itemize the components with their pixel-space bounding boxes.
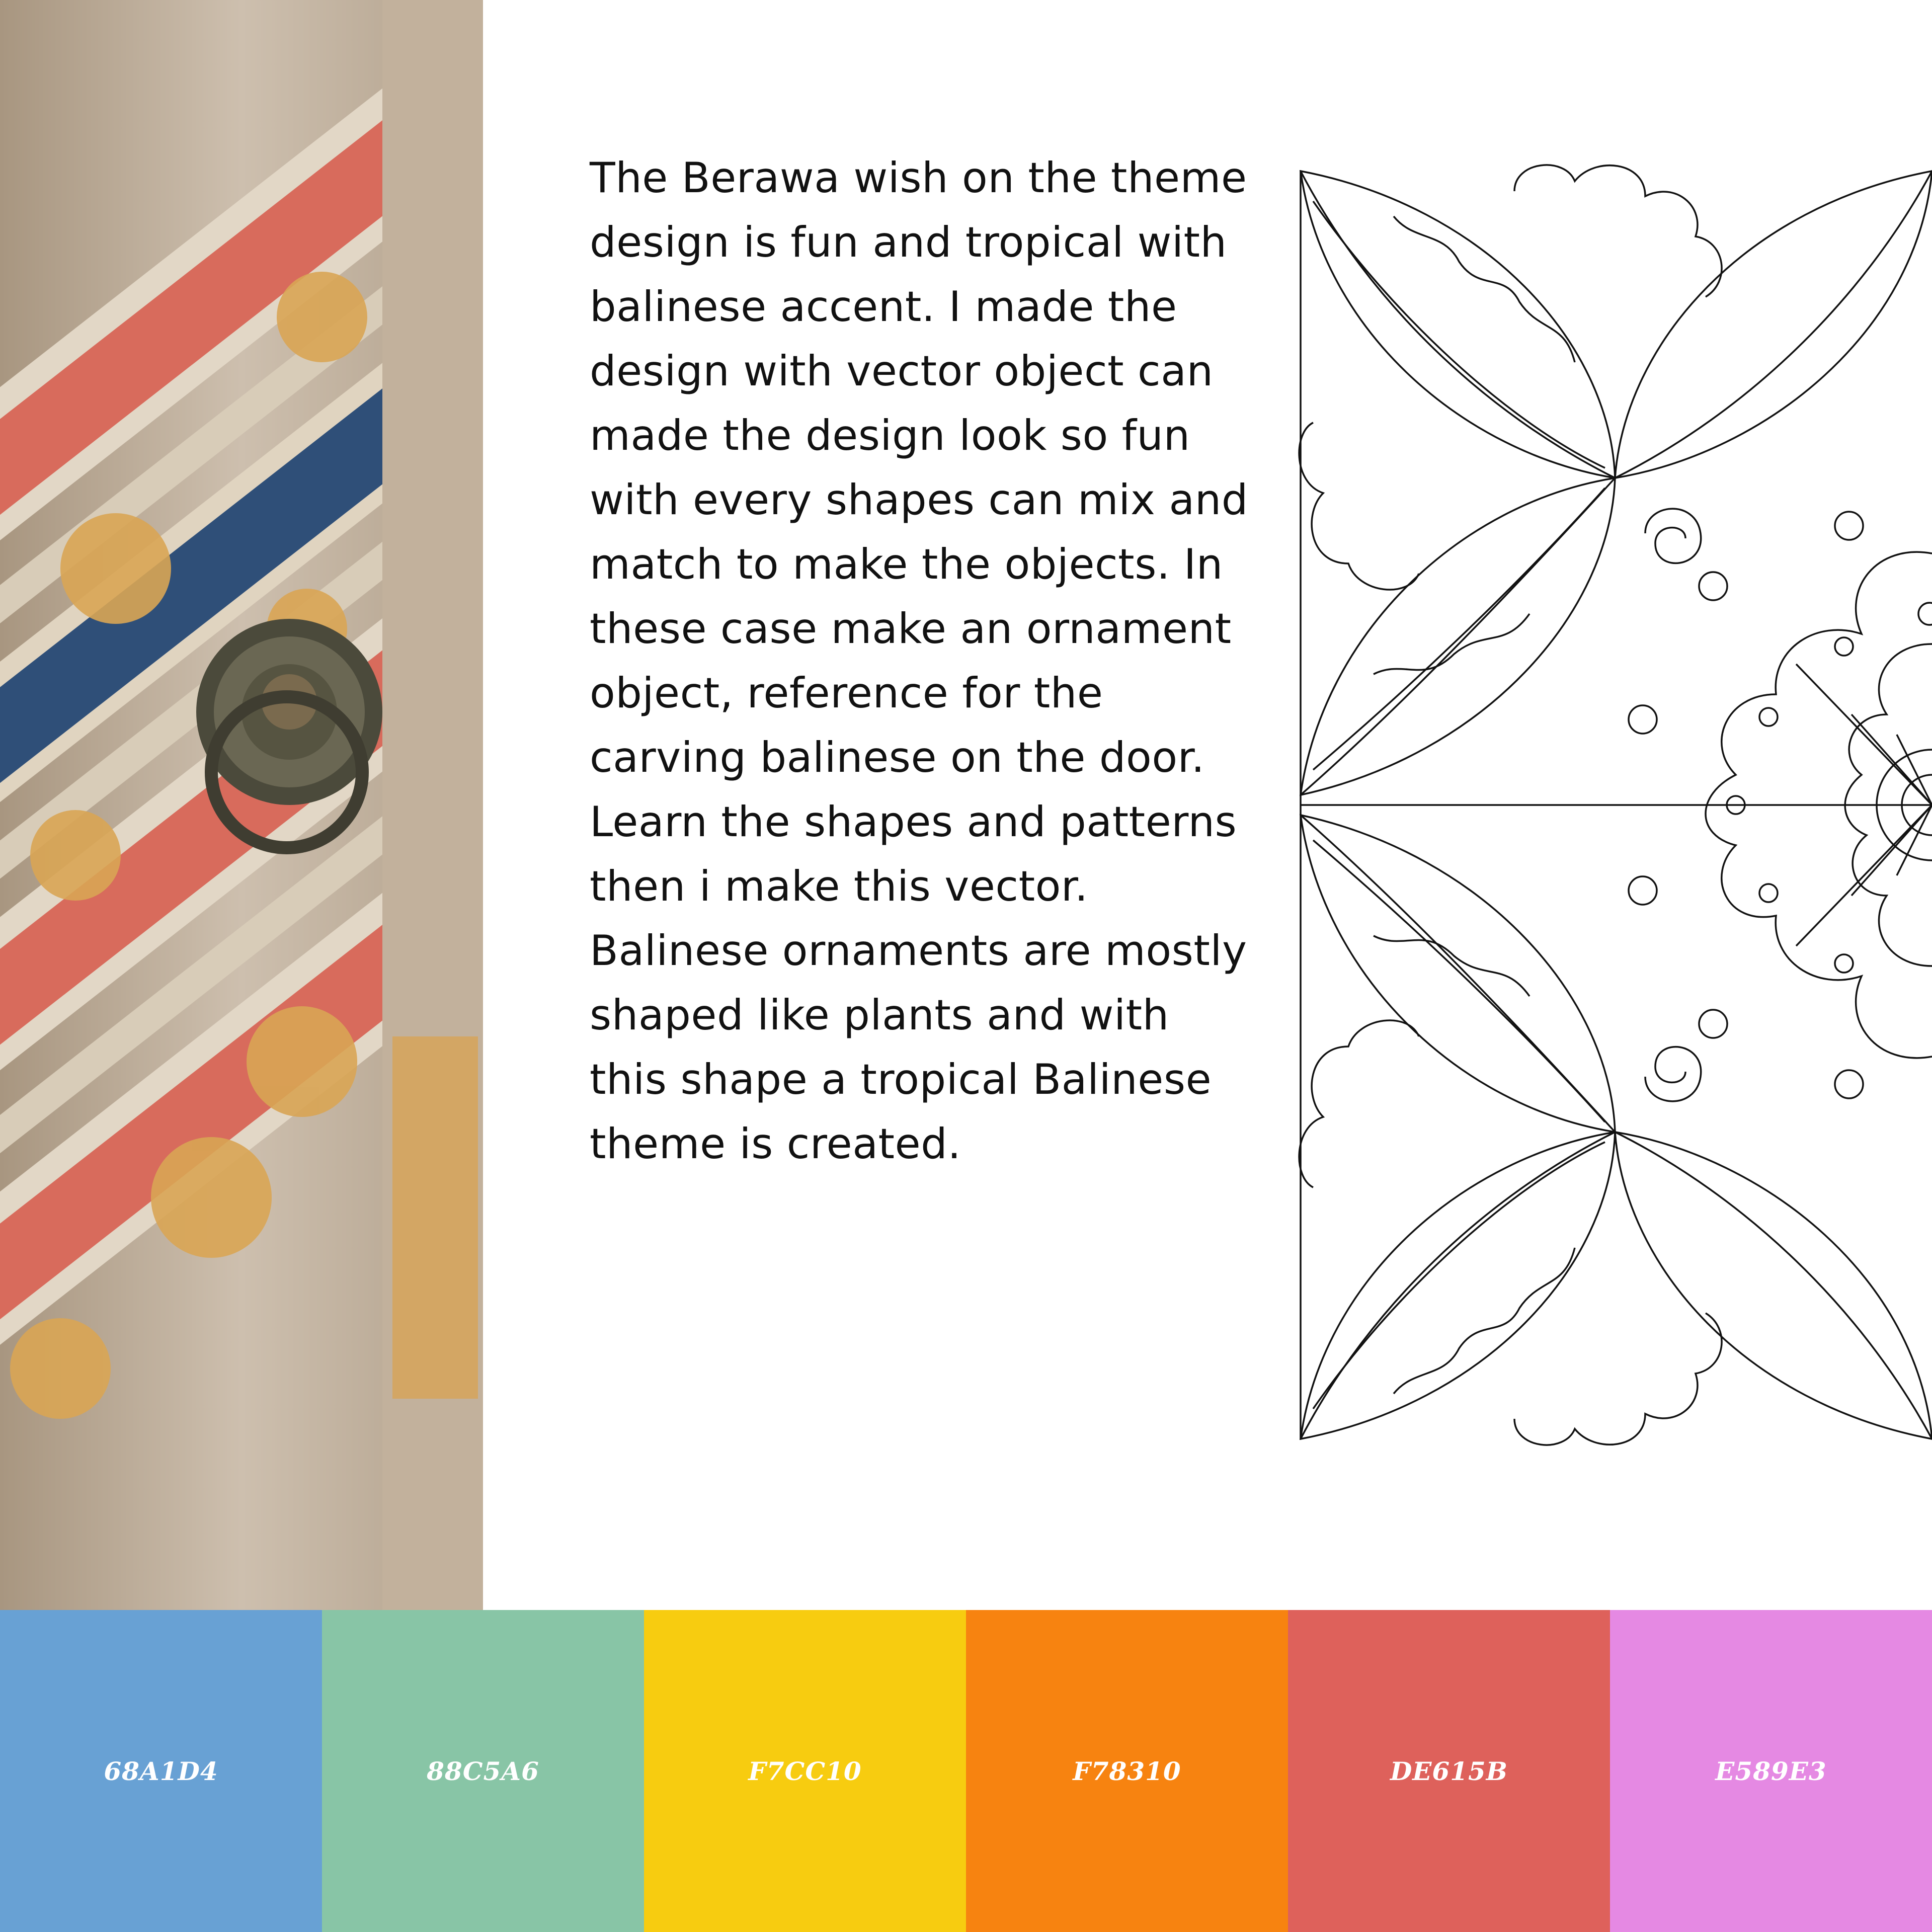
color-palette bbox=[0, 1610, 1932, 1932]
swatch-red-label: DE615B bbox=[1390, 1756, 1508, 1786]
swatch-orange-label: F78310 bbox=[1073, 1756, 1181, 1786]
swatch-yellow-label: F7CC10 bbox=[748, 1756, 862, 1786]
swatch-orange bbox=[966, 1610, 1288, 1932]
balinese-ornament-vector bbox=[1293, 151, 1932, 1459]
swatch-pink-label: E589E3 bbox=[1715, 1756, 1827, 1786]
swatch-red bbox=[1288, 1610, 1610, 1932]
door-carving-illustration bbox=[0, 0, 483, 1610]
swatch-pink bbox=[1610, 1610, 1932, 1932]
swatch-blue-label: 68A1D4 bbox=[104, 1756, 218, 1786]
swatch-yellow bbox=[644, 1610, 966, 1932]
ornament-line-art bbox=[1293, 151, 1932, 1459]
swatch-green bbox=[322, 1610, 644, 1932]
swatch-blue bbox=[0, 1610, 322, 1932]
swatch-green-label: 88C5A6 bbox=[427, 1756, 539, 1786]
door-carving-photo bbox=[0, 0, 483, 1610]
theme-description: The Berawa wish on the theme design is fun and tropical with balinese accent. I made the design with vector object can made the design look so fun with every shapes can mix and match to make the objects. In these case make an ornament object, reference for the carving balinese on the door. Learn the shapes and patterns then i make this vector. Balinese ornaments are mostly shaped like plants and with this shape a tropical Balinese theme is created. bbox=[590, 153, 1248, 1168]
